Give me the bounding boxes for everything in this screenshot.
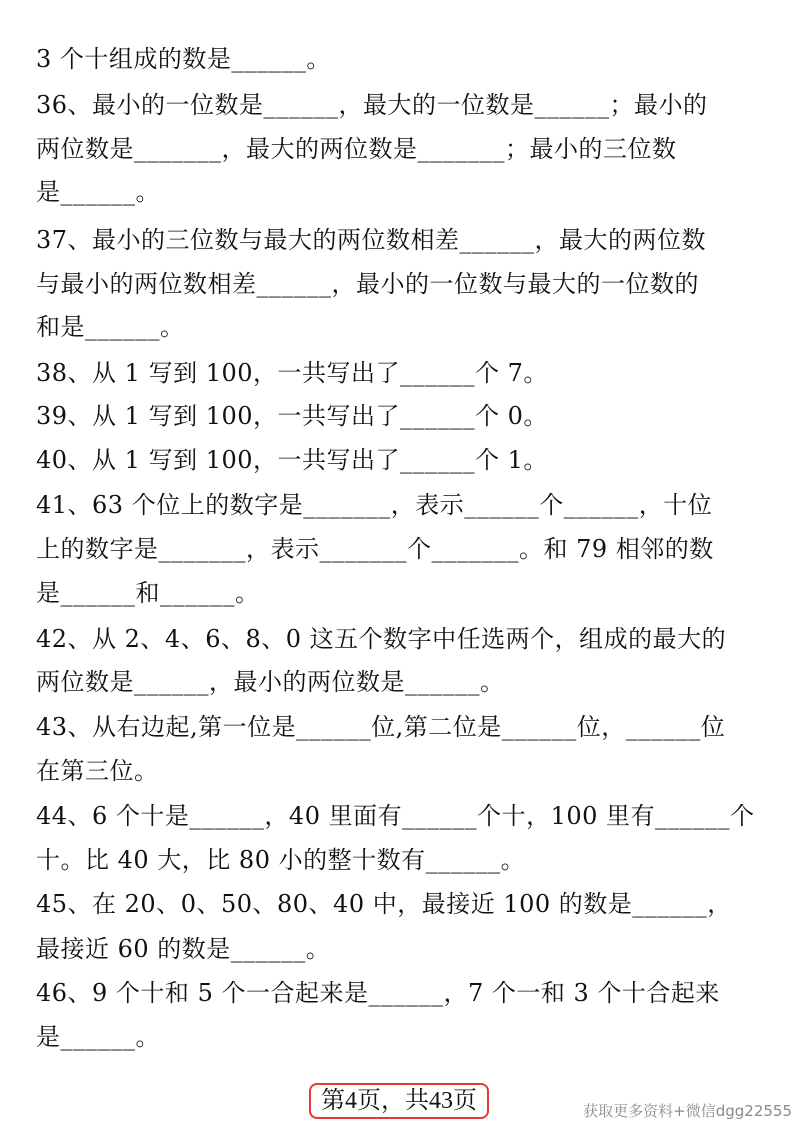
question-text: 上的数字是_______，表示_______个_______。和 79 相邻的数: [36, 535, 714, 563]
question-text: 44、6 个十是______，40 里面有______个十，100 里有______个: [36, 802, 755, 830]
question-line: [36, 85, 766, 125]
question-line: [36, 39, 766, 79]
question-line: [36, 485, 766, 525]
question-text: 43、从右边起,第一位是______位,第二位是______位，______位: [36, 713, 726, 741]
question-text: 40、从 1 写到 100，一共写出了______个 1。: [36, 446, 548, 474]
question-text: 在第三位。: [36, 757, 159, 785]
question-text: 最接近 60 的数是______。: [36, 935, 331, 963]
question-line: [36, 353, 766, 393]
question-line: [36, 307, 766, 347]
question-text: 37、最小的三位数与最大的两位数相差______，最大的两位数: [36, 226, 707, 254]
question-text: 两位数是______，最小的两位数是______。: [36, 668, 505, 696]
question-line: [36, 619, 766, 659]
question-line: [36, 440, 766, 480]
question-text: 42、从 2、4、6、8、0 这五个数字中任选两个，组成的最大的: [36, 625, 727, 653]
question-text: 两位数是_______，最大的两位数是_______；最小的三位数: [36, 135, 677, 163]
question-line: [36, 796, 766, 836]
question-text: 3 个十组成的数是______。: [36, 45, 331, 73]
question-line: [36, 662, 766, 702]
question-line: [36, 264, 766, 304]
question-text: 38、从 1 写到 100，一共写出了______个 7。: [36, 359, 548, 387]
question-line: [36, 751, 766, 791]
question-line: [36, 529, 766, 569]
question-text: 39、从 1 写到 100，一共写出了______个 0。: [36, 402, 548, 430]
question-text: 和是______。: [36, 313, 185, 341]
question-line: [36, 220, 766, 260]
question-line: [36, 973, 766, 1013]
question-text: 46、9 个十和 5 个一合起来是______，7 个一和 3 个十合起来: [36, 979, 720, 1007]
question-text: 是______和______。: [36, 579, 260, 607]
question-line: [36, 172, 766, 212]
question-line: [36, 396, 766, 436]
page-number-badge: [309, 1083, 489, 1119]
question-text: 41、63 个位上的数字是_______，表示______个______，十位: [36, 491, 713, 519]
page-number-label: 第4页，共43页: [321, 1088, 477, 1114]
question-text: 与最小的两位数相差______，最小的一位数与最大的一位数的: [36, 270, 699, 298]
question-line: [36, 707, 766, 747]
question-line: [36, 129, 766, 169]
question-text: 是______。: [36, 178, 160, 206]
question-line: [36, 884, 766, 924]
question-line: [36, 929, 766, 969]
question-line: [36, 1017, 766, 1057]
question-line: [36, 840, 766, 880]
question-text: 是______。: [36, 1023, 160, 1051]
question-text: 36、最小的一位数是______，最大的一位数是______；最小的: [36, 91, 708, 119]
watermark-text: 获取更多资料+微信dgg22555: [583, 1102, 792, 1120]
question-line: [36, 573, 766, 613]
question-text: 45、在 20、0、50、80、40 中，最接近 100 的数是______，: [36, 890, 732, 918]
question-text: 十。比 40 大，比 80 小的整十数有______。: [36, 846, 526, 874]
